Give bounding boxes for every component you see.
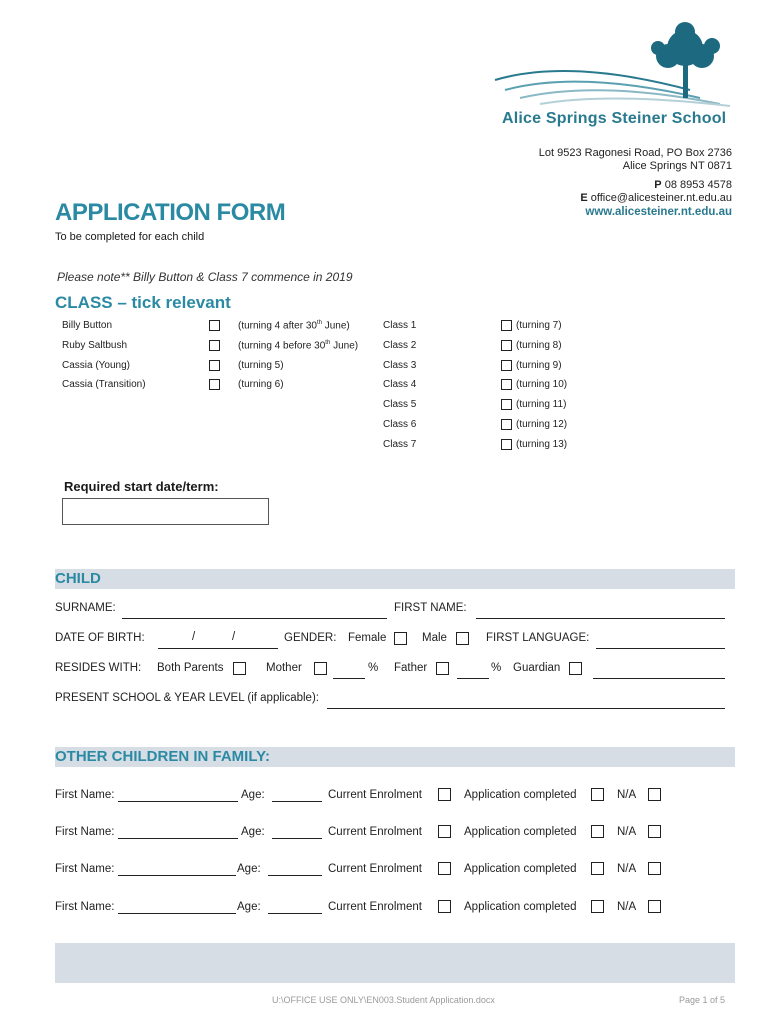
other-age-label: Age: [237, 901, 261, 913]
resides-with-label: RESIDES WITH: [55, 662, 142, 674]
class-name: Class 6 [383, 419, 417, 430]
first-language-field[interactable] [596, 648, 725, 649]
class-checkbox-class-6[interactable] [501, 419, 512, 430]
mother-checkbox[interactable] [314, 662, 327, 675]
dob-label: DATE OF BIRTH: [55, 632, 145, 644]
other-age-field[interactable] [268, 913, 322, 914]
start-date-input[interactable] [62, 498, 269, 525]
turning-text: (turning 4 before 30 [238, 340, 326, 352]
email-prefix: E [580, 192, 588, 204]
class-row-1 [62, 340, 127, 351]
school-logo [490, 18, 735, 108]
class-turning: (turning 9) [516, 360, 562, 371]
surname-label: SURNAME: [55, 602, 116, 614]
class-checkbox-cassia-young[interactable] [209, 360, 220, 371]
other-first-name-label: First Name: [55, 901, 115, 913]
current-enrolment-label: Current Enrolment [328, 863, 422, 875]
application-completed-checkbox[interactable] [591, 862, 604, 875]
address-line-2: Alice Springs NT 0871 [622, 160, 732, 172]
class-name: Cassia (Transition) [62, 379, 146, 390]
class-checkbox-class-1[interactable] [501, 320, 512, 331]
class-name: Class 3 [383, 360, 417, 371]
current-enrolment-label: Current Enrolment [328, 789, 422, 801]
class-checkbox-class-7[interactable] [501, 439, 512, 450]
other-age-label: Age: [237, 863, 261, 875]
mother-percent-label: % [368, 662, 379, 674]
father-checkbox[interactable] [436, 662, 449, 675]
mother-label: Mother [266, 662, 302, 674]
footer-path: U:\OFFICE USE ONLY\EN003.Student Application.docx [272, 995, 495, 1005]
class-name: Billy Button [62, 320, 113, 331]
class-checkbox-class-5[interactable] [501, 399, 512, 410]
other-children-band [55, 747, 735, 767]
application-completed-checkbox[interactable] [591, 825, 604, 838]
other-first-name-field[interactable] [118, 801, 238, 802]
current-enrolment-checkbox[interactable] [438, 862, 451, 875]
turning-sup: th [325, 340, 331, 346]
dob-field[interactable] [158, 648, 278, 649]
application-completed-label: Application completed [464, 901, 577, 913]
current-enrolment-checkbox[interactable] [438, 825, 451, 838]
class-turning: (turning 13) [516, 439, 568, 450]
application-completed-label: Application completed [464, 826, 577, 838]
child-heading: CHILD [55, 570, 101, 587]
class-row-2 [62, 360, 130, 371]
na-checkbox[interactable] [648, 825, 661, 838]
class-turning: (turning 8) [516, 340, 562, 351]
other-age-field[interactable] [268, 875, 322, 876]
class-turning: (turning 11) [516, 399, 567, 410]
class-heading: CLASS – tick relevant [55, 293, 231, 312]
na-checkbox[interactable] [648, 788, 661, 801]
class-turning: (turning 10) [516, 379, 568, 390]
class-name: Class 4 [383, 379, 417, 390]
class-turning: (turning 5) [238, 360, 284, 371]
class-checkbox-class-3[interactable] [501, 360, 512, 371]
father-percent-field[interactable] [457, 678, 489, 679]
class-turning: (turning 12) [516, 419, 568, 430]
other-age-field[interactable] [272, 801, 322, 802]
female-label: Female [348, 632, 387, 644]
class-checkbox-cassia-transition[interactable] [209, 379, 220, 390]
turning-sup: th [316, 320, 322, 326]
child-section-band [55, 569, 735, 589]
na-checkbox[interactable] [648, 900, 661, 913]
class-turning [238, 320, 350, 331]
father-label: Father [394, 662, 428, 674]
class-name: Class 1 [383, 320, 417, 331]
na-checkbox[interactable] [648, 862, 661, 875]
class-name: Class 5 [383, 399, 417, 410]
both-parents-checkbox[interactable] [233, 662, 246, 675]
bottom-band [55, 943, 735, 983]
class-turning [238, 340, 358, 351]
mother-percent-field[interactable] [333, 678, 365, 679]
email-line [580, 192, 732, 204]
application-completed-label: Application completed [464, 863, 577, 875]
first-name-label: FIRST NAME: [394, 602, 467, 614]
other-first-name-label: First Name: [55, 863, 115, 875]
email: office@alicesteiner.nt.edu.au [590, 192, 732, 204]
start-date-label: Required start date/term: [64, 479, 219, 494]
current-enrolment-checkbox[interactable] [438, 788, 451, 801]
both-parents-label: Both Parents [157, 662, 224, 674]
phone: 08 8953 4578 [664, 179, 732, 191]
guardian-label: Guardian [513, 662, 561, 674]
na-label: N/A [617, 863, 637, 875]
dob-slash-2: / [232, 631, 236, 643]
other-children-heading: OTHER CHILDREN IN FAMILY: [55, 748, 271, 765]
female-checkbox[interactable] [394, 632, 407, 645]
other-age-label: Age: [241, 826, 265, 838]
form-subtitle: To be completed for each child [55, 231, 205, 243]
class-name: Class 2 [383, 340, 417, 351]
class-turning: (turning 7) [516, 320, 562, 331]
other-first-name-field[interactable] [118, 875, 236, 876]
other-first-name-label: First Name: [55, 789, 115, 801]
father-percent-label: % [491, 662, 502, 674]
current-enrolment-checkbox[interactable] [438, 900, 451, 913]
other-first-name-field[interactable] [118, 913, 236, 914]
present-school-label: PRESENT SCHOOL & YEAR LEVEL (if applicable): [55, 692, 319, 704]
other-age-field[interactable] [272, 838, 322, 839]
address-line-1: Lot 9523 Ragonesi Road, PO Box 2736 [538, 147, 732, 159]
male-label: Male [422, 632, 447, 644]
class-row-3 [62, 379, 146, 390]
form-note: Please note** Billy Button & Class 7 commence in 2019 [57, 270, 353, 284]
class-checkbox-billy-button[interactable] [209, 320, 220, 331]
application-completed-checkbox[interactable] [591, 900, 604, 913]
turning-text: (turning 4 after 30 [238, 320, 317, 332]
other-age-label: Age: [241, 789, 265, 801]
phone-line [654, 179, 732, 191]
class-name: Class 7 [383, 439, 417, 450]
class-checkbox-ruby-saltbush[interactable] [209, 340, 220, 351]
class-row-0 [62, 320, 112, 331]
guardian-field[interactable] [593, 678, 725, 679]
turning-end: June) [330, 340, 359, 352]
class-turning: (turning 6) [238, 379, 284, 390]
school-name: Alice Springs Steiner School [502, 110, 727, 127]
phone-prefix: P [654, 179, 662, 191]
dob-slash-1: / [192, 631, 196, 643]
website: www.alicesteiner.nt.edu.au [585, 206, 732, 218]
current-enrolment-label: Current Enrolment [328, 901, 422, 913]
first-name-field[interactable] [476, 618, 725, 619]
guardian-checkbox[interactable] [569, 662, 582, 675]
na-label: N/A [617, 826, 637, 838]
gender-label: GENDER: [284, 632, 337, 644]
other-first-name-field[interactable] [118, 838, 238, 839]
class-name: Ruby Saltbush [62, 340, 128, 351]
present-school-field[interactable] [327, 708, 725, 709]
male-checkbox[interactable] [456, 632, 469, 645]
current-enrolment-label: Current Enrolment [328, 826, 422, 838]
na-label: N/A [617, 901, 637, 913]
footer-page-number: Page 1 of 5 [678, 995, 725, 1005]
class-checkbox-class-4[interactable] [501, 379, 512, 390]
application-completed-checkbox[interactable] [591, 788, 604, 801]
other-first-name-label: First Name: [55, 826, 115, 838]
surname-field[interactable] [122, 618, 387, 619]
class-name: Cassia (Young) [62, 360, 131, 371]
na-label: N/A [617, 789, 637, 801]
application-completed-label: Application completed [464, 789, 577, 801]
form-title: APPLICATION FORM [55, 199, 286, 226]
first-language-label: FIRST LANGUAGE: [486, 632, 590, 644]
class-checkbox-class-2[interactable] [501, 340, 512, 351]
turning-end: June) [321, 320, 350, 332]
